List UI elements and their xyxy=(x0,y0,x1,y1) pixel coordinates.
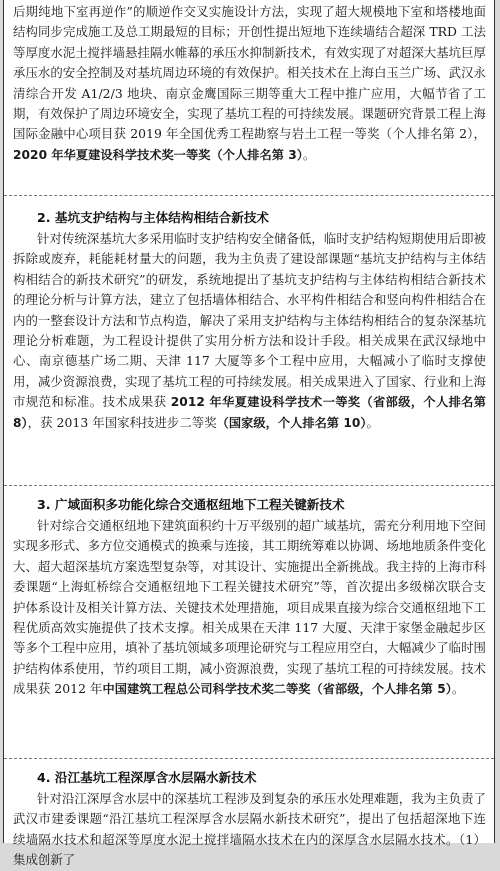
section-divider xyxy=(4,758,494,759)
section-divider xyxy=(4,195,494,196)
paragraph-section2 xyxy=(13,229,486,433)
section3-text: 针对综合交通枢纽地下建筑面积约十万平级别的超广域基坑，需充分利用地下空间实现多形式、多方位交通模式的换乘与连接，其工期统筹难以协调、场地地质条件变化大、超大超深基坑方案选型复杂等，对其设计、实施提出全新挑战。我主持的上海市科委课题“上海虹桥综合交通枢纽地下工程关键技术研究”等，首次提出多级梯次联合支护体系设计及相关计算方法、关键技术处理措施，项目成果直接为综合交通枢纽地下工程优质高效实施提供了技术支撑。相关成果在天津 117 大厦、天津于家堡金融起步区等多个工程中应用，填补了基坑领域多项理论研究与工程应用空白，大幅减少了临时围护结构体系使用，节约项目工期，减小资源浪费，实现了基坑工程的可持续发展。技术成果获 2012 年 xyxy=(13,518,486,697)
section3-end: 。 xyxy=(451,681,465,697)
section1-end: 。 xyxy=(302,146,316,162)
section2-award1-bold: 2012 年华夏建设科学技术一等奖（省部级，个人排名第 8） xyxy=(13,395,486,430)
section2-text: 针对传统深基坑大多采用临时支护结构安全储备低，临时支护结构短期使用后即被拆除或废弃，耗能耗材量大的问题，我为主负责了建设部课题“基坑支护结构与主体结构相结合的新技术研究”的研发，系统地提出了基坑支护结构与主体结构相结合新技术的理论分析与计算方法，建立了包括墙体相结合、水平构件相结合和竖向构件相结合在内的一整套设计方法和节点构造，解决了采用支护结构与主体结构相结合的复杂深基坑理论分析难题，为工程设计提供了实用分析方法和设计手段。相关成果在武汉绿地中心、南京德基广场二期、天津 117 大厦等多个工程中应用，大幅减小了临时支撑使用，减少资源浪费，实现了基坑工程的可持续发展。相关成果进入了国家、行业和上海市规范和标准。技术成果获 xyxy=(13,231,486,410)
section3-award-bold: 中国建筑工程总公司科学技术奖二等奖（省部级，个人排名第 5） xyxy=(102,682,452,697)
paragraph-section4 xyxy=(13,789,486,871)
paragraph-section1-continued xyxy=(13,2,486,165)
section1-award-bold: 2020 年华夏建设科学技术奖一等奖（个人排名第 3） xyxy=(13,147,303,162)
section4-text: 针对沿江深厚含水层中的深基坑工程涉及到复杂的承压水处理难题，我为主负责了武汉市建委课题“沿江基坑工程深厚含水层隔水新技术研究”，提出了包括超深地下连续墙隔水技术和超深等厚度水泥土搅拌墙隔水技术在内的深厚含水层隔水技术。（1）集成创新了 xyxy=(13,791,486,868)
section1-text: 后期纯地下室再逆作”的顺逆作交叉实施设计方法，实现了超大规模地下室和塔楼地面结构同步完成施工及总工期最短的目标；开创性提出短地下连续墙结合超深 TRD 工法等厚度水泥土搅拌墙悬挂隔水帷幕的承压水抑制新技术，有效实现了对超深大基坑巨厚承压水的安全控制及对基坑周边环境的有效保护。相关技术在上海白玉兰广场、武汉永清综合开发 A1/2/3 地块、南京金鹰国际三期等重大工程中推广应用，大幅节省了工期，有效保护了周边环境安全，实现了基坑工程的可持续发展。课题研究背景工程上海国际金融中心项目获 2019 年全国优秀工程勘察与岩土工程一等奖（个人排名第 2）， xyxy=(13,4,486,142)
section2-heading: 2. 基坑支护结构与主体结构相结合新技术 xyxy=(37,210,270,225)
section2-end: 。 xyxy=(366,414,379,430)
paragraph-section3 xyxy=(13,516,486,700)
document-page xyxy=(3,0,495,868)
section3-heading: 3. 广域面积多功能化综合交通枢纽地下工程关键新技术 xyxy=(37,497,345,512)
section2-mid: ，获 2013 年国家科技进步二等奖 xyxy=(27,414,217,430)
section4-heading: 4. 沿江基坑工程深厚含水层隔水新技术 xyxy=(37,770,257,785)
section-divider xyxy=(4,485,494,486)
section2-award2-bold: （国家级，个人排名第 10） xyxy=(216,415,367,430)
